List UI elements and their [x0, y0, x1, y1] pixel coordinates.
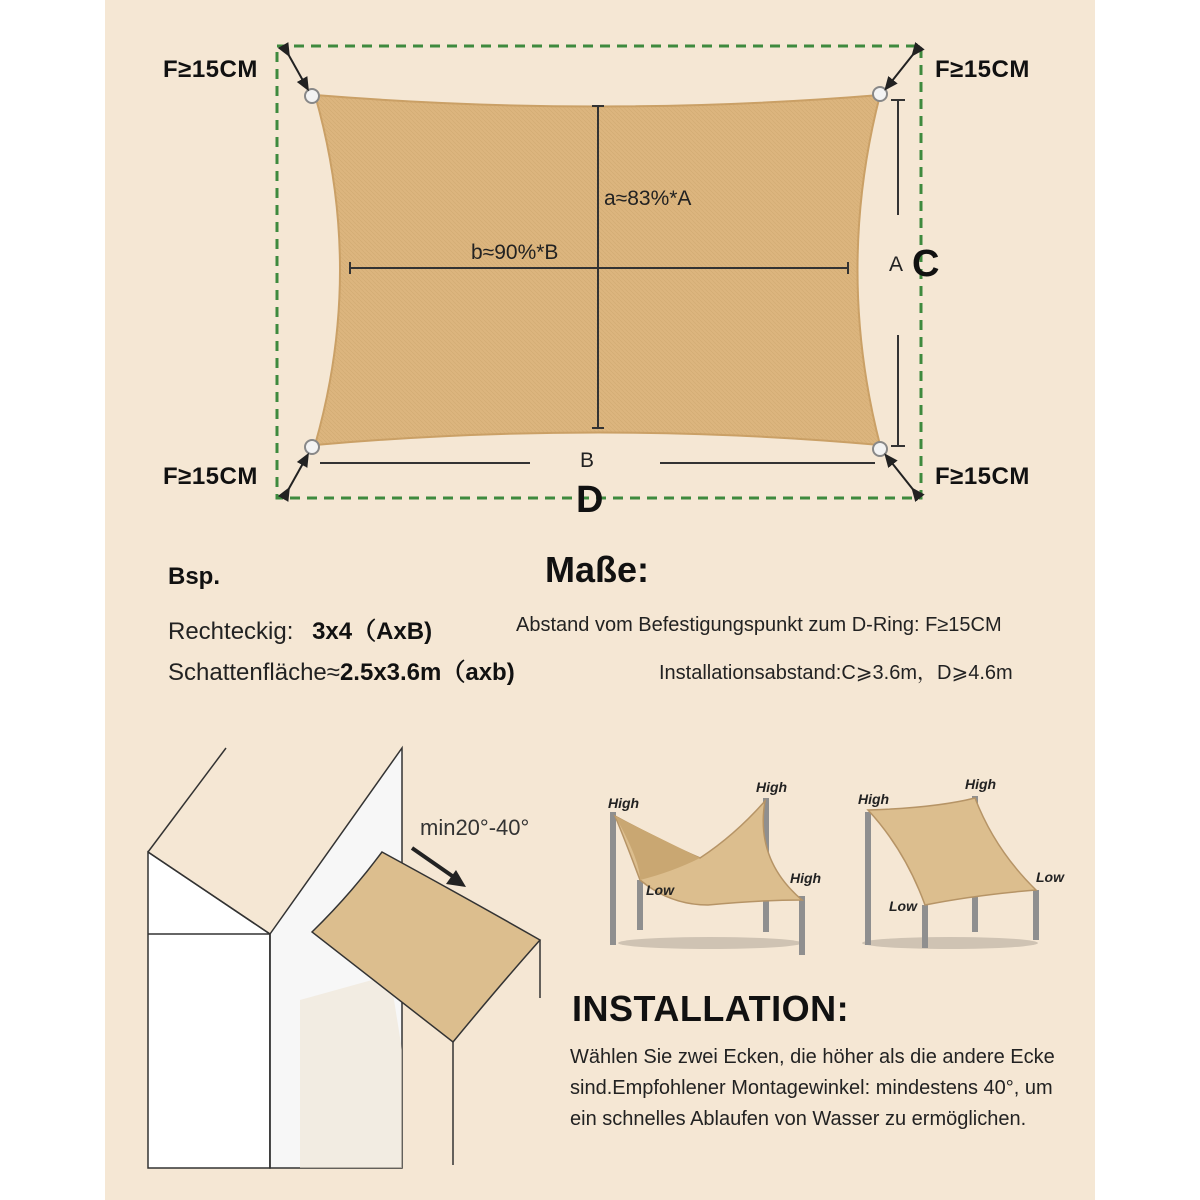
side-d-label: D — [576, 479, 604, 521]
corner-label-top-right: F≥15CM — [935, 56, 1030, 83]
side-a-label: A — [889, 253, 904, 276]
left-high-label-3: High — [790, 870, 822, 886]
right-high-label-2: High — [965, 776, 997, 792]
distance-text: Abstand vom Befestigungspunkt zum D-Ring: — [516, 614, 920, 636]
shade-value: 2.5x3.6m（axb) — [339, 659, 515, 686]
installation-text: Wählen Sie zwei Ecken, die höher als die andere Ecke sind.Empfohlener Montagewinkel: mindestens 40°, um ein schnelles Ablaufen von Wasser zu ermöglichen. — [570, 1046, 1055, 1130]
install-distance: Installationsabstand:C⩾3.6m，D⩾4.6m — [659, 662, 1013, 684]
side-c-label: C — [912, 243, 940, 285]
rect-value: 3x4（AxB) — [312, 618, 433, 645]
distance-value: F≥15CM — [925, 614, 1002, 636]
left-high-label-1: High — [608, 795, 640, 811]
corner-label-bottom-right: F≥15CM — [935, 463, 1030, 490]
side-b-label: B — [580, 449, 595, 472]
corner-label-bottom-left: F≥15CM — [163, 463, 258, 490]
installation-title: INSTALLATION: — [572, 988, 850, 1029]
inner-height-label: a≈83%*A — [604, 187, 692, 210]
left-low-label: Low — [646, 882, 674, 898]
example-label: Bsp. — [168, 563, 221, 590]
right-low-label-2: Low — [889, 898, 917, 914]
corner-label-top-left: F≥15CM — [163, 56, 258, 83]
right-low-label-1: Low — [1036, 869, 1064, 885]
inner-width-label: b≈90%*B — [471, 241, 559, 264]
rect-label: Rechteckig: — [168, 618, 294, 645]
left-high-label-2: High — [756, 779, 788, 795]
right-high-label-1: High — [858, 791, 890, 807]
angle-label: min20°-40° — [420, 815, 530, 840]
shade-label: Schattenfläche≈ — [168, 659, 340, 686]
measurements-title: Maße: — [545, 549, 650, 590]
